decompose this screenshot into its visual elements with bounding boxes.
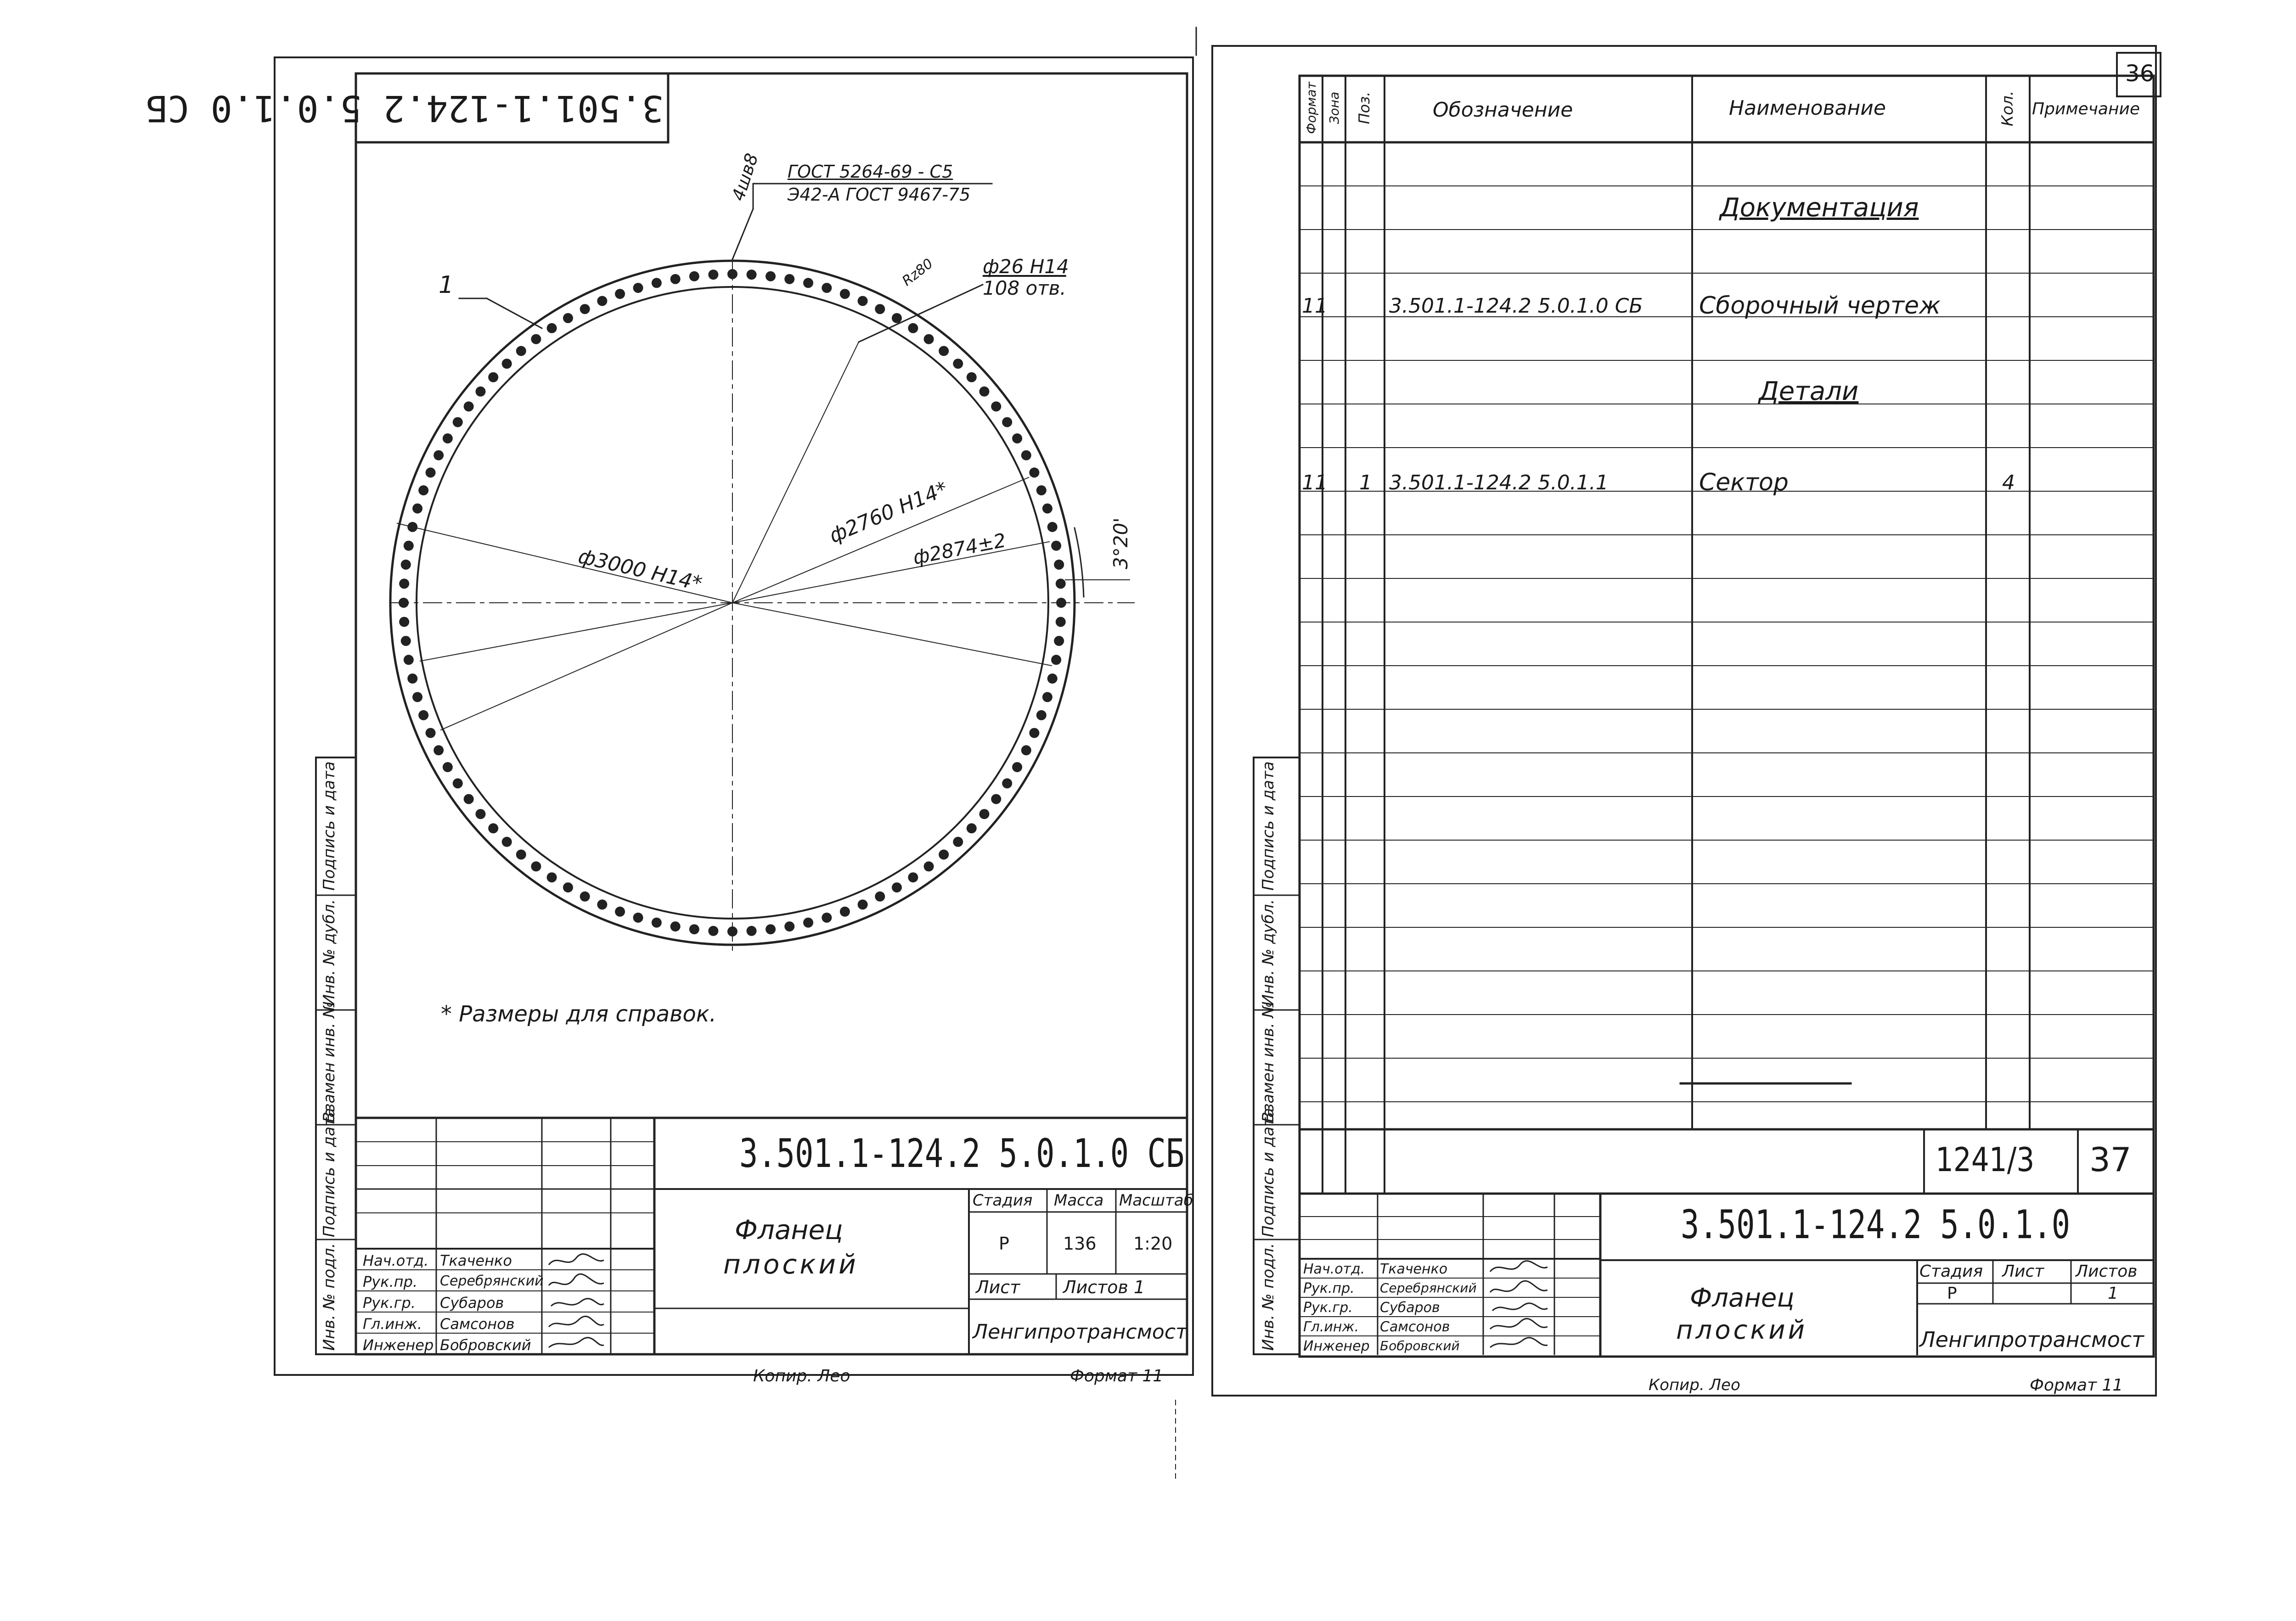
spec-hdr-pos: Поз. (1356, 91, 1373, 124)
right-format: Формат 11 (2030, 1376, 2123, 1395)
bolt-hole (1021, 450, 1031, 460)
bolt-hole (892, 313, 902, 323)
right-name-5: Бобровский (1380, 1338, 1460, 1353)
bolt-hole (412, 504, 422, 514)
bolt-hole (953, 837, 963, 847)
bolt-hole (803, 918, 813, 928)
bolt-hole (979, 809, 990, 819)
left-name-4: Самсонов (440, 1315, 515, 1333)
bolt-hole (670, 921, 681, 931)
row2-name: Сектор (1699, 469, 1789, 496)
bolt-hole (924, 861, 934, 871)
album-page: 37 (2089, 1140, 2132, 1179)
bolt-hole (747, 269, 757, 280)
weld-size: 4шв8 (728, 151, 762, 203)
bolt-hole (967, 372, 977, 382)
bolt-hole (399, 578, 409, 589)
left-role-4: Гл.инж. (363, 1315, 422, 1333)
bolt-hole (875, 304, 885, 314)
spec-hdr-qty: Кол. (1998, 90, 2017, 126)
right-part-name-2: плоский (1676, 1315, 1808, 1345)
right-role-4: Гл.инж. (1303, 1319, 1359, 1335)
bolt-hole (1021, 745, 1031, 755)
row1-name: Сборочный чертеж (1699, 292, 1941, 320)
angle-dim: 3°20' (1109, 517, 1132, 569)
row2-qty: 4 (2002, 471, 2015, 494)
row2-designation: 3.501.1-124.2 5.0.1.1 (1389, 471, 1609, 494)
bolt-hole (727, 926, 737, 937)
left-role-3: Рук.гр. (363, 1294, 416, 1312)
bolt-hole (580, 304, 590, 314)
bolt-hole (488, 372, 498, 382)
left-part-name-1: Фланец (735, 1214, 843, 1245)
bolt-hole (407, 522, 417, 532)
position-label: 1 (439, 271, 454, 299)
right-hdr-sheets: Листов (2076, 1262, 2138, 1281)
right-stamp-label-5: Инв. № подл. (1259, 1243, 1277, 1351)
bolt-hole (858, 899, 868, 909)
left-organization: Ленгипротрансмост (973, 1320, 1187, 1344)
right-role-5: Инженер (1303, 1338, 1370, 1354)
bolt-hole (615, 289, 625, 299)
bolt-hole (1054, 560, 1064, 570)
album-code: 1241/3 (1936, 1140, 2035, 1179)
bolt-hole (689, 924, 699, 934)
bolt-hole (401, 560, 411, 570)
bolt-hole (991, 401, 1001, 411)
right-part-name-1: Фланец (1690, 1283, 1795, 1313)
bolt-hole (418, 485, 428, 495)
bolt-hole (502, 837, 512, 847)
bolt-hole (822, 913, 832, 923)
bolt-hole (597, 899, 607, 909)
bolt-hole (418, 710, 428, 720)
bolt-hole (547, 323, 557, 333)
bolt-hole (1054, 636, 1064, 646)
bolt-hole (1012, 762, 1022, 772)
bolt-hole (453, 417, 463, 427)
bolt-hole (633, 283, 643, 293)
bolt-hole (404, 655, 414, 665)
left-name-1: Ткаченко (440, 1252, 512, 1269)
left-name-3: Субаров (440, 1294, 504, 1312)
right-name-4: Самсонов (1380, 1319, 1450, 1335)
bolt-hole (597, 296, 607, 306)
bolt-hole (1036, 485, 1047, 495)
bolt-hole (404, 541, 414, 551)
bolt-hole (1029, 467, 1039, 477)
bolt-hole (502, 359, 512, 369)
roughness-label: Rz80 (899, 255, 936, 290)
bolt-hole (476, 809, 486, 819)
bolt-hole (689, 271, 699, 281)
left-sheets-label: Листов 1 (1063, 1277, 1145, 1297)
spec-hdr-designation: Обозначение (1433, 98, 1573, 122)
bolt-hole (633, 913, 643, 923)
bolt-hole (563, 313, 573, 323)
left-stamp-label-3: Взамен инв. № (320, 1001, 338, 1122)
bolt-hole (967, 823, 977, 833)
bolt-hole (580, 892, 590, 902)
bolt-hole (1002, 778, 1012, 788)
bolt-hole (765, 924, 776, 934)
bolt-hole (399, 598, 409, 608)
bolt-hole (443, 433, 453, 443)
bolt-hole (652, 918, 662, 928)
bolt-hole (399, 617, 409, 627)
weld-standard-2: Э42-А ГОСТ 9467-75 (788, 185, 971, 205)
bolt-hole (652, 278, 662, 288)
bolt-hole (464, 401, 474, 411)
bolt-hole (433, 745, 444, 755)
section-details: Детали (1759, 376, 1859, 406)
bolt-hole (1056, 578, 1066, 589)
bolt-hole (840, 289, 850, 299)
right-role-3: Рук.гр. (1303, 1300, 1353, 1316)
left-name-5: Бобровский (440, 1336, 531, 1354)
left-hdr-mass: Масса (1054, 1191, 1104, 1210)
right-hdr-stage: Стадия (1919, 1262, 1983, 1281)
right-stamp-label-2: Инв. № дубл. (1259, 899, 1277, 1006)
right-name-1: Ткаченко (1380, 1261, 1448, 1277)
bolt-hole (1047, 673, 1058, 684)
bolt-hole (426, 467, 436, 477)
spec-hdr-zone: Зона (1327, 91, 1342, 124)
left-stamp-label-1: Подпись и дата (320, 761, 338, 891)
bolt-hole (547, 872, 557, 882)
bolt-hole (433, 450, 444, 460)
right-stamp-label-1: Подпись и дата (1259, 761, 1277, 891)
inner-diameter: ф2760 Н14* (826, 477, 951, 548)
bolt-hole (822, 283, 832, 293)
outer-diameter: ф3000 Н14* (576, 544, 704, 596)
row2-pos: 1 (1359, 471, 1372, 494)
bolt-hole (939, 850, 949, 860)
bolt-hole (979, 387, 990, 397)
left-hdr-stage: Стадия (973, 1191, 1033, 1210)
left-stamp-label-5: Инв. № подл. (320, 1243, 338, 1351)
left-name-2: Серебрянский (440, 1273, 544, 1289)
bolt-hole (464, 794, 474, 804)
bolt-hole (939, 346, 949, 356)
bolt-hole (892, 882, 902, 892)
bolt-hole (1002, 417, 1012, 427)
bolt-hole (488, 823, 498, 833)
hole-dim-2: 108 отв. (983, 277, 1066, 299)
bolt-hole (1012, 433, 1022, 443)
right-name-2: Серебрянский (1380, 1280, 1477, 1296)
spec-hdr-note: Примечание (2032, 100, 2140, 118)
bolt-hole (991, 794, 1001, 804)
bolt-hole (1042, 504, 1052, 514)
spec-hdr-format: Формат (1304, 82, 1319, 134)
spec-hdr-name: Наименование (1729, 96, 1886, 120)
right-copied: Копир. Лео (1649, 1376, 1740, 1394)
bolt-hole (407, 673, 417, 684)
bolt-hole (516, 850, 526, 860)
bolt-hole (784, 274, 794, 284)
bolt-hole (453, 778, 463, 788)
right-val-stage: Р (1947, 1284, 1957, 1303)
bolt-hole (908, 872, 918, 882)
bolt-hole (670, 274, 681, 284)
bolt-hole (953, 359, 963, 369)
left-role-5: Инженер (363, 1336, 434, 1354)
right-name-3: Субаров (1380, 1300, 1440, 1316)
bolt-hole (443, 762, 453, 772)
bolt-hole (1051, 541, 1061, 551)
footnote: * Размеры для справок. (441, 1001, 717, 1027)
bolt-hole (784, 921, 794, 931)
bolt-hole (765, 271, 776, 281)
bolt-hole (531, 861, 541, 871)
right-hdr-sheet: Лист (2002, 1262, 2044, 1281)
left-role-2: Рук.пр. (363, 1273, 418, 1290)
bolt-hole (426, 728, 436, 738)
page-number: 36 (2125, 60, 2155, 87)
left-val-mass: 136 (1063, 1234, 1097, 1254)
bolt-hole (708, 269, 718, 280)
row2-format: 11 (1302, 471, 1328, 494)
bolt-hole (563, 882, 573, 892)
bolt-hole (924, 334, 934, 344)
left-part-name-2: плоский (723, 1249, 859, 1280)
left-val-scale: 1:20 (1133, 1234, 1173, 1254)
bolt-hole (875, 892, 885, 902)
bolt-hole (1047, 522, 1058, 532)
bolt-hole (747, 926, 757, 936)
right-signatures (1486, 1258, 1552, 1354)
bolt-hole (1056, 598, 1066, 608)
hole-dim-1: ф26 Н14 (983, 255, 1069, 278)
bolt-hole (401, 636, 411, 646)
left-copied: Копир. Лео (753, 1367, 850, 1385)
bolt-hole (1029, 728, 1039, 738)
bolt-hole (858, 296, 868, 306)
left-stamp-label-2: Инв. № дубл. (320, 899, 338, 1006)
bolt-hole (727, 269, 737, 279)
bolt-hole (908, 323, 918, 333)
right-val-sheets: 1 (2108, 1284, 2118, 1303)
bolt-hole (1056, 617, 1066, 627)
bolt-hole (615, 907, 625, 917)
right-doc-code: 3.501.1-124.2 5.0.1.0 (1681, 1202, 2071, 1248)
section-documentation: Документация (1720, 193, 1919, 223)
left-doc-code: 3.501.1-124.2 5.0.1.0 СБ (739, 1131, 1185, 1177)
bolt-hole (476, 387, 486, 397)
bolt-circle-diameter: ф2874±2 (911, 529, 1008, 569)
right-role-2: Рук.пр. (1303, 1280, 1355, 1296)
left-top-code: 3.501.1-124.2 5.0.1.0 СБ (146, 87, 664, 129)
left-sheet-label: Лист (976, 1277, 1020, 1297)
left-role-1: Нач.отд. (363, 1252, 429, 1269)
bolt-hole (840, 907, 850, 917)
bolt-hole (1051, 655, 1061, 665)
bolt-hole (516, 346, 526, 356)
weld-standard-1: ГОСТ 5264-69 - С5 (788, 162, 953, 182)
left-format: Формат 11 (1070, 1367, 1164, 1385)
right-stamp-label-4: Подпись и дата (1259, 1108, 1277, 1237)
left-signatures (544, 1251, 608, 1354)
bolt-hole (1042, 692, 1052, 702)
left-val-stage: Р (999, 1234, 1009, 1254)
right-stamp-label-3: Взамен инв. № (1259, 1001, 1277, 1122)
right-role-1: Нач.отд. (1303, 1261, 1365, 1277)
left-stamp-label-4: Подпись и дата (320, 1108, 338, 1237)
row1-designation: 3.501.1-124.2 5.0.1.0 СБ (1389, 294, 1643, 318)
bolt-hole (708, 926, 718, 936)
bolt-hole (803, 278, 813, 288)
row1-format: 11 (1302, 294, 1328, 318)
bolt-hole (412, 692, 422, 702)
bolt-hole (531, 334, 541, 344)
left-hdr-scale: Масштаб (1119, 1191, 1193, 1210)
right-organization: Ленгипротрансмост (1919, 1327, 2144, 1352)
bolt-hole (1036, 710, 1047, 720)
